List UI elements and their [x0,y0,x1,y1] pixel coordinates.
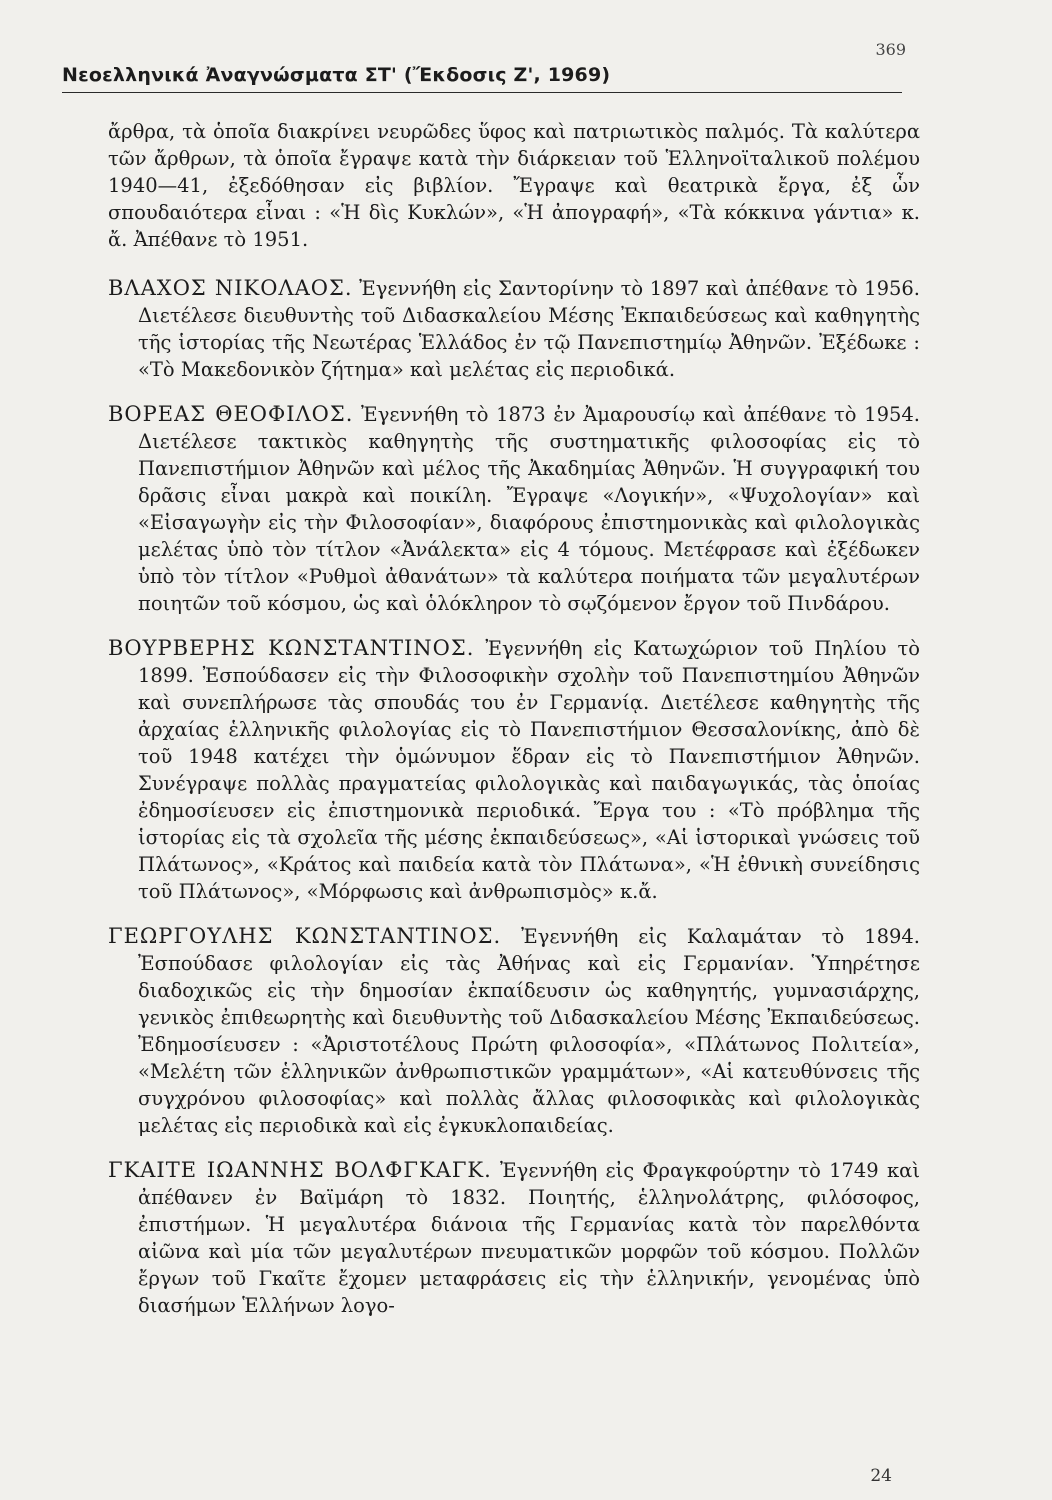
page-number: 369 [875,40,906,59]
entry-text: Ἐγεννήθη τὸ 1873 ἐν Ἀμαρουσίῳ καὶ ἀπέθανε τὸ 1954. Διετέλεσε τακτικὸς καθηγητὴς τῆς συστηματικῆς φιλοσοφίας εἰς τὸ Πανεπιστήμιον Ἀθηνῶν καὶ μέλος τῆς Ἀκαδημίας Ἀθηνῶν. Ἡ συγγραφική του δρᾶσις εἶναι μακρὰ καὶ ποικίλη. Ἔγραψε «Λογικήν», «Ψυχολογίαν» καὶ «Εἰσαγωγὴν εἰς τὴν Φιλοσοφίαν», διαφόρους ἐπιστημονικὰς καὶ φιλολογικὰς μελέτας ὑπὸ τὸν τίτλον «Ἀνάλεκτα» εἰς 4 τόμους. Μετέφρασε καὶ ἐξέδωκεν ὑπὸ τὸν τίτλον «Ρυθμοὶ ἀθανάτων» τὰ καλύτερα ποιήματα τῶν μεγαλυτέρων ποιητῶν τοῦ κόσμου, ὡς καὶ ὁλόκληρον τὸ σῳζόμενον ἔργον τοῦ Πινδάρου. [138,403,920,615]
entry-text: Ἐγεννήθη εἰς Σαντορίνην τὸ 1897 καὶ ἀπέθανε τὸ 1956. Διετέλεσε διευθυντὴς τοῦ Διδασκαλείου Μέσης Ἐκπαιδεύσεως καὶ καθηγητὴς τῆς ἱστορίας τῆς Νεωτέρας Ἑλλάδος ἐν τῷ Πανεπιστημίῳ Ἀθηνῶν. Ἐξέδωκε : «Τὸ Μακεδονικὸν ζήτημα» καὶ μελέτας εἰς περιοδικά. [138,277,920,381]
entry-text: Ἐγεννήθη εἰς Φραγκφούρτην τὸ 1749 καὶ ἀπέθανεν ἐν Βαϊμάρη τὸ 1832. Ποιητής, ἑλληνολάτρης, φιλόσοφος, ἐπιστήμων. Ἡ μεγαλυτέρα διάνοια τῆς Γερμανίας κατὰ τὸν παρελθόντα αἰῶνα καὶ μία τῶν μεγαλυτέρων πνευματικῶν μορφῶν τοῦ κόσμου. Πολλῶν ἔργων τοῦ Γκαῖτε ἔχομεν μεταφράσεις εἰς τὴν ἑλληνικήν, γενομένας ὑπὸ διασήμων Ἑλλήνων λογο- [138,1159,920,1317]
header-title: Νεοελληνικά Ἀναγνώσματα ΣΤ' (Ἔκδοσις Ζ', 1969) [62,64,611,86]
bio-entry-vourveris [108,635,920,905]
entry-name: ΓΚΑΙΤΕ ΙΩΑΝΝΗΣ ΒΟΛΦΓΚΑΓΚ. [108,1158,492,1182]
entry-body [108,275,920,383]
bio-entry-georgoulis [108,923,920,1139]
entry-text: Ἐγεννήθη εἰς Καλαμάταν τὸ 1894. Ἐσπούδασε φιλολογίαν εἰς τὰς Ἀθήνας καὶ εἰς Γερμανίαν. Ὑπηρέτησε διαδοχικῶς εἰς τὴν δημοσίαν ἐκπαίδευσιν ὡς καθηγητής, γυμνασιάρχης, γενικὸς ἐπιθεωρητὴς καὶ διευθυντὴς τοῦ Διδασκαλείου Μέσης Ἐκπαιδεύσεως. Ἐδημοσίευσεν : «Ἀριστοτέλους Πρώτη φιλοσοφία», «Πλάτωνος Πολιτεία», «Μελέτη τῶν ἑλληνικῶν ἀνθρωπιστικῶν γραμμάτων», «Αἱ κατευθύνσεις τῆς συγχρόνου φιλοσοφίας» καὶ πολλὰς ἄλλας φιλοσοφικὰς καὶ φιλολογικὰς μελέτας εἰς περιοδικὰ καὶ εἰς ἐγκυκλοπαιδείας. [138,925,920,1137]
entry-text: Ἐγεννήθη εἰς Κατωχώριον τοῦ Πηλίου τὸ 1899. Ἐσπούδασεν εἰς τὴν Φιλοσοφικὴν σχολὴν τοῦ Πανεπιστημίου Ἀθηνῶν καὶ συνεπλήρωσε τὰς σπουδάς του ἐν Γερμανίᾳ. Διετέλεσε καθηγητὴς τῆς ἀρχαίας ἑλληνικῆς φιλολογίας εἰς τὸ Πανεπιστήμιον Θεσσαλονίκης, ἀπὸ δὲ τοῦ 1948 κατέχει τὴν ὁμώνυμον ἕδραν εἰς τὸ Πανεπιστήμιον Ἀθηνῶν. Συνέγραψε πολλὰς πραγματείας φιλολογικὰς καὶ παιδαγωγικάς, τὰς ὁποίας ἐδημοσίευσεν εἰς ἐπιστημονικὰ περιοδικά. Ἔργα του : «Τὸ πρόβλημα τῆς ἱστορίας εἰς τὰ σχολεῖα τῆς μέσης ἐκπαιδεύσεως», «Αἱ ἱστορικαὶ γνώσεις τοῦ Πλάτωνος», «Κράτος καὶ παιδεία κατὰ τὸν Πλάτωνα», «Ἡ ἐθνικὴ συνείδησις τοῦ Πλάτωνος», «Μόρφωσις καὶ ἀνθρωπισμὸς» κ.ἄ. [138,637,921,903]
entry-body [108,923,920,1139]
entry-name: ΒΟΥΡΒΕΡΗΣ ΚΩΝΣΤΑΝΤΙΝΟΣ. [108,636,475,660]
printer-signature-mark: 24 [870,1466,892,1486]
entry-name: ΒΛΑΧΟΣ ΝΙΚΟΛΑΟΣ. [108,276,353,300]
page-content [108,118,920,1337]
continued-paragraph: ἄρθρα, τὰ ὁποῖα διακρίνει νευρῶδες ὕφος καὶ πατριωτικὸς παλμός. Τὰ καλύτερα τῶν ἄρθρων, τὰ ὁποῖα ἔγραψε κατὰ τὴν διάρκειαν τοῦ Ἑλληνοϊταλικοῦ πολέμου 1940—41, ἐξεδόθησαν εἰς βιβλίον. Ἔγραψε καὶ θεατρικὰ ἔργα, ἐξ ὧν σπουδαιότερα εἶναι : «Ἡ δὶς Κυκλών», «Ἡ ἀπογραφή», «Τὰ κόκκινα γάντια» κ. ἄ. Ἀπέθανε τὸ 1951. [108,120,920,251]
bio-entry-vlachos [108,275,920,383]
entry-name: ΓΕΩΡΓΟΥΛΗΣ ΚΩΝΣΤΑΝΤΙΝΟΣ. [108,924,502,948]
bio-entry-goethe [108,1157,920,1319]
entry-body [108,635,920,905]
entry-body [108,401,920,617]
entry-body [108,1157,920,1319]
bio-entry-voreas [108,401,920,617]
entry-name: ΒΟΡΕΑΣ ΘΕΟΦΙΛΟΣ. [108,402,354,426]
running-header [62,40,906,93]
